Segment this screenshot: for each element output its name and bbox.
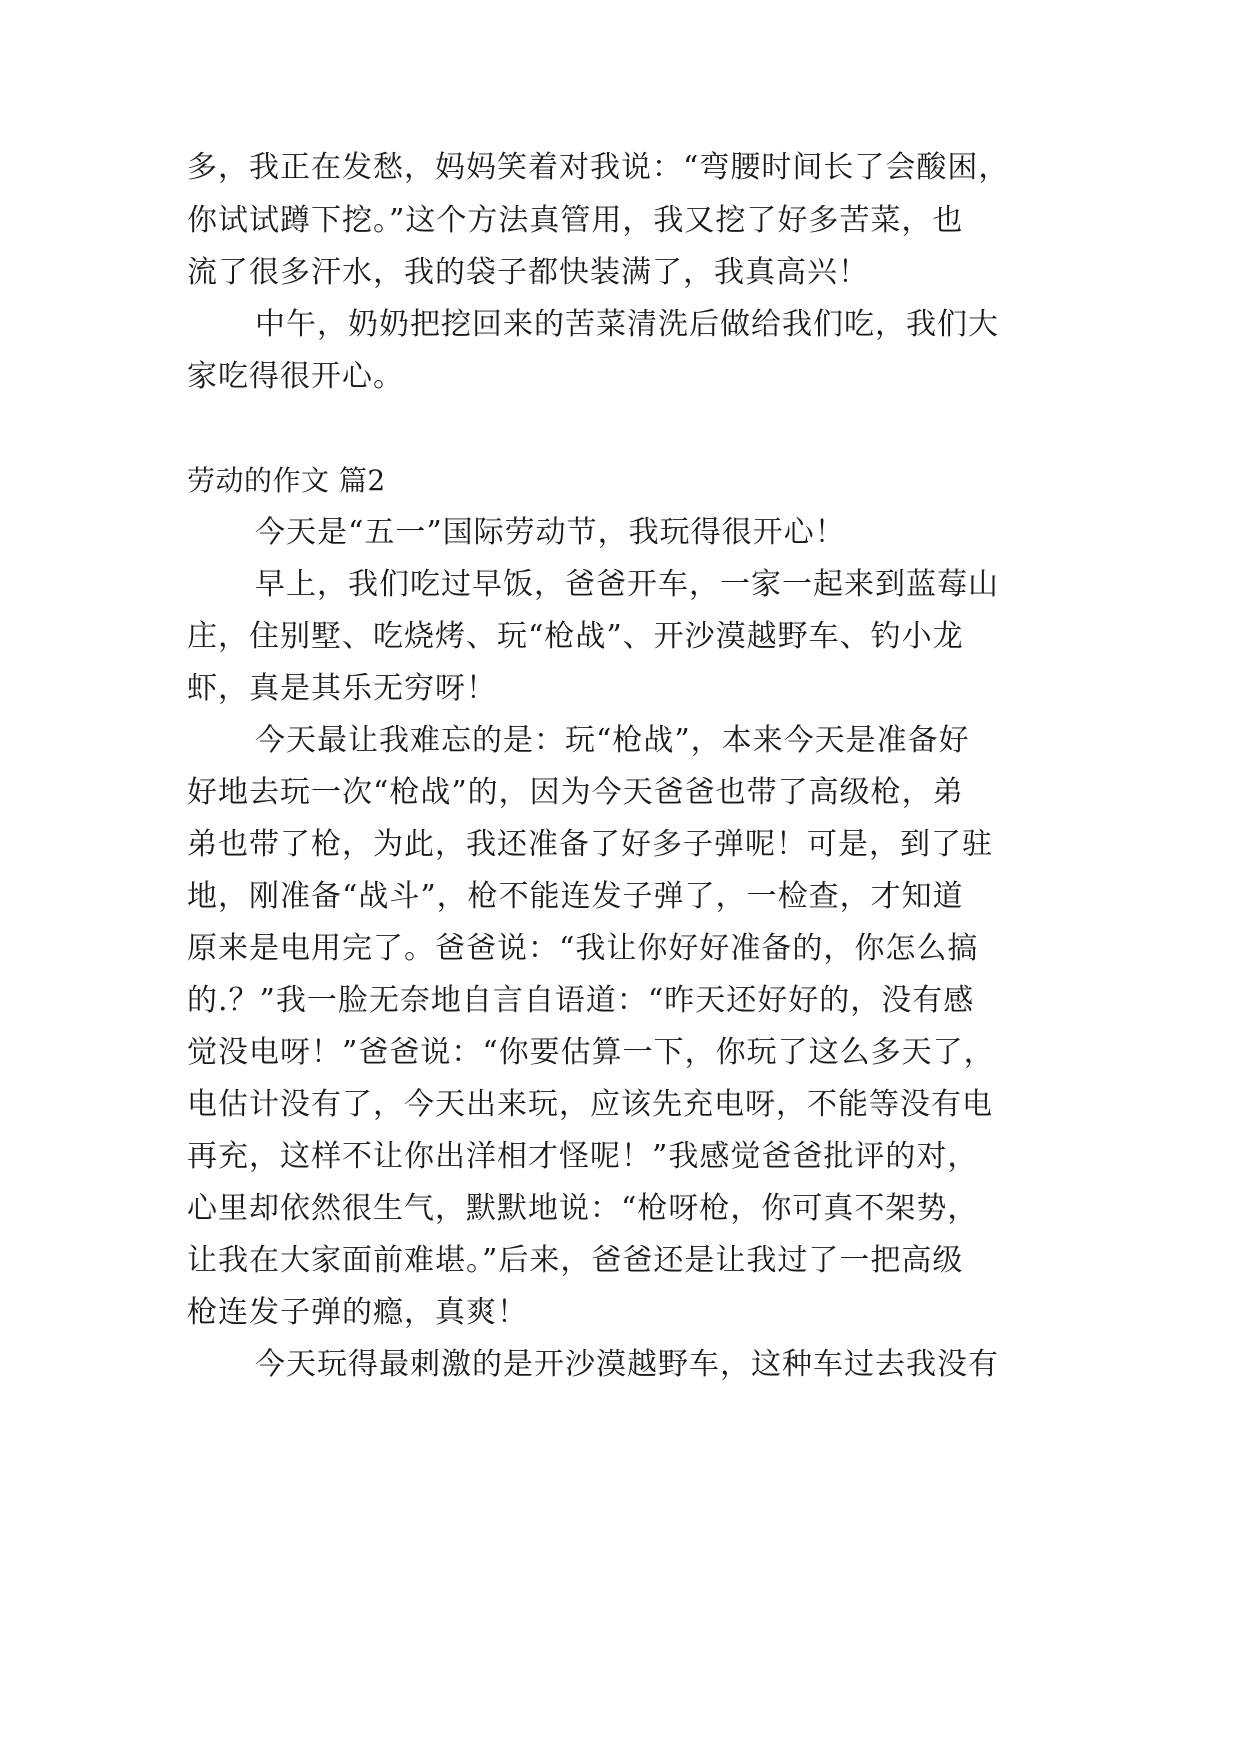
- text-line: 地，刚准备“战斗”，枪不能连发子弹了，一检查，才知道: [187, 879, 964, 914]
- text-line: 庄，住别墅、吃烧烤、玩“枪战”、开沙漠越野车、钓小龙: [187, 619, 964, 654]
- text-line: 多，我正在发愁，妈妈笑着对我说：“弯腰时间长了会酸困，: [187, 150, 1010, 185]
- text-line: 流了很多汗水，我的袋子都快装满了，我真高兴！: [187, 255, 869, 290]
- text-line: 心里却依然很生气，默默地说：“枪呀枪，你可真不架势，: [187, 1191, 979, 1226]
- text-line: 你试试蹲下挖。”这个方法真管用，我又挖了好多苦菜，也: [187, 203, 964, 238]
- text-line: 电估计没有了，今天出来玩，应该先充电呀，不能等没有电: [187, 1087, 993, 1122]
- text-line: 早上，我们吃过早饭，爸爸开车，一家一起来到蓝莓山: [255, 567, 999, 602]
- section-heading: 劳动的作文 篇2: [187, 464, 386, 497]
- text-line: 原来是电用完了。爸爸说：“我让你好好准备的，你怎么搞: [187, 931, 979, 966]
- text-line: 家吃得很开心。: [187, 359, 404, 394]
- text-line: 中午，奶奶把挖回来的苦菜清洗后做给我们吃，我们大: [255, 307, 999, 342]
- text-line: 再充，这样不让你出洋相才怪呢！”我感觉爸爸批评的对，: [187, 1139, 979, 1174]
- text-line: 觉没电呀！”爸爸说：“你要估算一下，你玩了这么多天了，: [187, 1035, 995, 1070]
- text-line: 弟也带了枪，为此，我还准备了好多子弹呢！可是，到了驻: [187, 827, 993, 862]
- text-line: 的.？”我一脸无奈地自言自语道：“昨天还好好的，没有感: [187, 983, 975, 1018]
- text-line: 今天玩得最刺激的是开沙漠越野车，这种车过去我没有: [255, 1347, 999, 1382]
- text-line: 枪连发子弹的瘾，真爽！: [187, 1295, 528, 1330]
- text-line: 今天最让我难忘的是：玩“枪战”，本来今天是准备好: [255, 723, 970, 758]
- text-line: 好地去玩一次“枪战”的，因为今天爸爸也带了高级枪，弟: [187, 775, 964, 810]
- text-line: 今天是“五一”国际劳动节，我玩得很开心！: [255, 515, 846, 550]
- text-line: 让我在大家面前难堪。”后来，爸爸还是让我过了一把高级: [187, 1243, 964, 1278]
- text-line: 虾，真是其乐无穷呀！: [187, 671, 497, 706]
